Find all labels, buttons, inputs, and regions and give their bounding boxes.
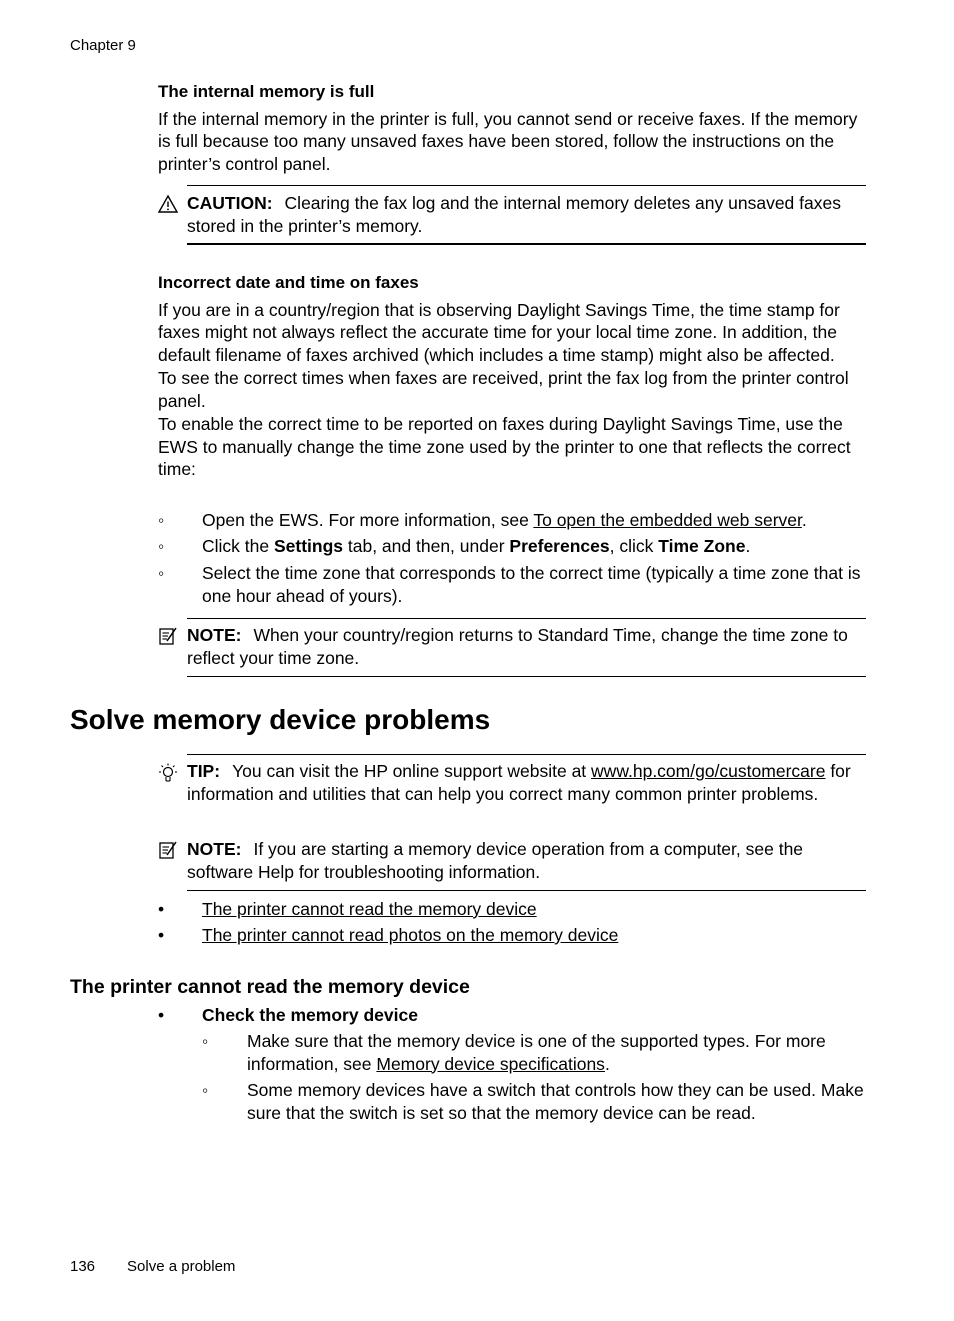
check-item-1-text: Make sure that the memory device is one of the supported types. For more information, see (247, 1031, 826, 1074)
memory-device-specifications-link[interactable]: Memory device specifications (376, 1053, 605, 1074)
dot-bullet: • (158, 1005, 165, 1025)
preferences-term: Preferences (509, 536, 610, 556)
note-bottom-rule (187, 676, 866, 677)
date-time-paragraph-2: To see the correct times when faxes are received, print the fax log from the printer control panel. (158, 368, 849, 411)
memory-full-heading: The internal memory is full (158, 82, 375, 101)
step2-period: . (745, 536, 751, 556)
circle-bullet: ◦ (202, 1080, 209, 1100)
dot-bullet: • (158, 899, 165, 919)
cannot-read-device-link[interactable]: The printer cannot read the memory device (202, 899, 537, 919)
note-bottom-rule (187, 890, 866, 891)
note-icon (158, 840, 178, 860)
lightbulb-icon (158, 763, 178, 783)
note-top-rule (187, 618, 866, 619)
note-box (158, 838, 866, 883)
caution-bottom-rule (187, 243, 866, 245)
note-label: NOTE: (187, 839, 242, 859)
step2-text: tab, and then, under (343, 536, 510, 556)
embedded-web-server-link[interactable]: To open the embedded web server (533, 510, 802, 530)
tip-text: for information and utilities that can help you correct many common printer problems. (187, 761, 851, 804)
page-number: 136 (70, 1258, 96, 1275)
caution-top-rule (187, 185, 866, 186)
note-label: NOTE: (187, 625, 242, 645)
check-device-label: Check the memory device (202, 1005, 418, 1025)
circle-bullet: ◦ (158, 563, 165, 583)
note-icon (158, 626, 178, 646)
check-item-1-period: . (604, 1053, 610, 1074)
caution-box (158, 192, 866, 237)
tip-top-rule (187, 754, 866, 755)
settings-term: Settings (273, 536, 344, 556)
solve-memory-title: Solve memory device problems (70, 704, 491, 735)
chapter-label: Chapter 9 (70, 37, 136, 54)
tip-box (158, 760, 866, 805)
step2-text: Click the (202, 536, 274, 556)
step1-text: Open the EWS. For more information, see (202, 510, 534, 530)
dot-bullet: • (158, 925, 165, 945)
date-time-paragraph-3: To enable the correct time to be reported on faxes during Daylight Savings Time, use the EWS to manually change the time zone used by the printer to one that reflects the correct time: (158, 414, 851, 479)
memory-full-section (158, 81, 866, 175)
date-time-section (158, 272, 866, 481)
circle-bullet: ◦ (158, 510, 165, 530)
page-footer (70, 1258, 267, 1275)
tip-text: You can visit the HP online support website at (232, 761, 592, 781)
cannot-read-photos-link[interactable]: The printer cannot read photos on the memory device (202, 925, 619, 945)
date-time-paragraph-1: If you are in a country/region that is observing Daylight Savings Time, the time stamp for faxes might not always reflect the accurate time for your local time zone. In addition, the default filename of faxes archived (which includes a time stamp) might also be affected. (158, 299, 840, 365)
time-zone-term: Time Zone (658, 536, 746, 556)
note-box (158, 624, 866, 669)
customercare-link[interactable]: www.hp.com/go/customercare (591, 761, 826, 781)
cannot-read-title: The printer cannot read the memory device (70, 976, 470, 998)
caution-icon (158, 194, 178, 214)
caution-text: Clearing the fax log and the internal memory deletes any unsaved faxes stored in the printer’s memory. (187, 193, 841, 236)
circle-bullet: ◦ (158, 536, 165, 556)
caution-label: CAUTION: (187, 193, 273, 213)
note-text: If you are starting a memory device operation from a computer, see the software Help for troubleshooting information. (187, 839, 804, 882)
tip-label: TIP: (187, 761, 221, 781)
circle-bullet: ◦ (202, 1031, 209, 1051)
check-item-2-text: Some memory devices have a switch that controls how they can be used. Make sure that the switch is set so that the memory device can be read. (247, 1080, 864, 1123)
step1-period: . (801, 510, 807, 530)
step3-text: Select the time zone that corresponds to the correct time (typically a time zone that is one hour ahead of yours). (202, 563, 861, 606)
step2-text: , click (609, 536, 659, 556)
note-text: When your country/region returns to Standard Time, change the time zone to reflect your time zone. (187, 625, 848, 668)
footer-section-title: Solve a problem (127, 1258, 236, 1275)
date-time-heading: Incorrect date and time on faxes (158, 273, 419, 292)
memory-full-paragraph: If the internal memory in the printer is full, you cannot send or receive faxes. If the memory is full because too many unsaved faxes have been stored, follow the instructions on the printer’s control panel. (158, 108, 858, 174)
